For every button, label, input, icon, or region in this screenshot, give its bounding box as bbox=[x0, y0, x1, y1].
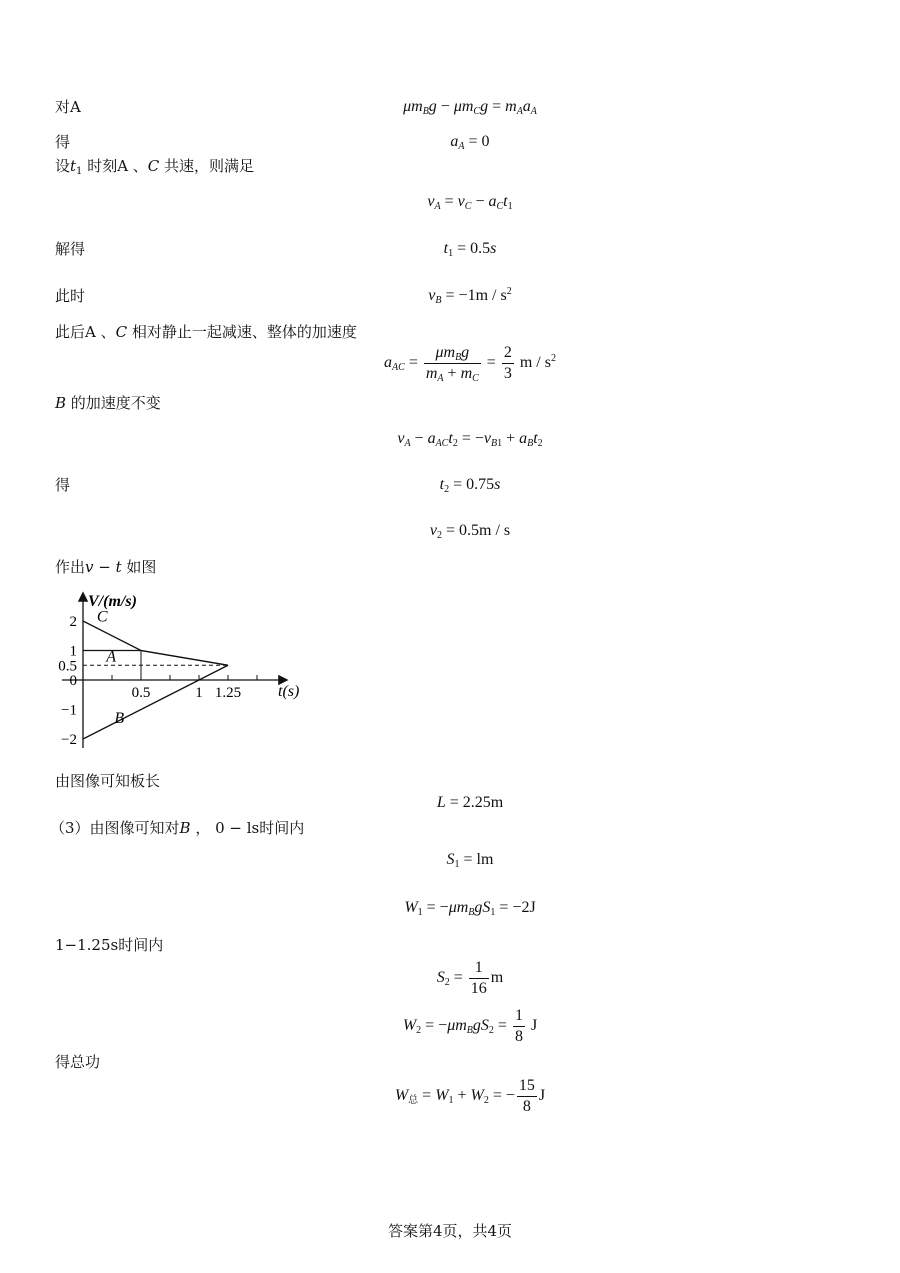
label-zonggong: 得总功 bbox=[55, 1053, 101, 1071]
equation-5: $v_B = -1m / s^2$ bbox=[428, 286, 512, 306]
chart-x-tick-label: 1.25 bbox=[214, 685, 242, 701]
chart-y-tick-label: −1 bbox=[61, 702, 77, 719]
chart-y-tick-label: 2 bbox=[69, 614, 77, 630]
label-de-2: 得 bbox=[55, 476, 71, 494]
equation-11: $S_1$ = lm bbox=[446, 851, 494, 870]
label-cihou: 此后A 、C 相对静止一起减速、整体的加速度 bbox=[55, 323, 357, 341]
chart-y-tick-label: 1 bbox=[69, 643, 77, 660]
chart-ylabel: V/(m/s) bbox=[88, 593, 137, 610]
chart-series-a-label: A bbox=[106, 648, 116, 666]
label-shesike: 设$t_1$ 时刻A 、C 共速，则满足 bbox=[55, 157, 255, 177]
equation-10: L = 2.25m bbox=[436, 794, 504, 811]
chart-x-tick-label: 1 bbox=[195, 685, 203, 701]
equation-9: $v_2 = 0.5m / s$ bbox=[429, 522, 511, 541]
equation-4: $t_1 = 0.5s$ bbox=[443, 240, 497, 259]
label-jiede: 解得 bbox=[55, 240, 86, 258]
equation-1: $\mu m_Bg - \mu m_Cg = m_Aa_A$ bbox=[403, 98, 537, 117]
label-banchang: 由图像可知板长 bbox=[55, 772, 161, 790]
label-b-acc: B 的加速度不变 bbox=[55, 394, 161, 412]
chart-y-tick-label: 0 bbox=[69, 673, 77, 689]
equation-12: $W_1 = -\mu m_BgS_1 = -2J$ bbox=[404, 899, 536, 918]
label-de-1: 得 bbox=[55, 133, 71, 151]
label-dui-a: 对A bbox=[55, 98, 81, 116]
vt-chart bbox=[50, 588, 315, 758]
label-part3: （3）由图像可知对B ， 0 − ls时间内 bbox=[50, 819, 305, 837]
equation-8: $t_2 = 0.75s$ bbox=[439, 476, 501, 495]
chart-series-c-line bbox=[83, 621, 228, 665]
equation-2: $a_A = 0$ bbox=[450, 133, 490, 152]
chart-y-tick-label: 0.5 bbox=[58, 658, 77, 675]
chart-series-a-line bbox=[83, 648, 228, 666]
chart-series-c-label: C bbox=[96, 608, 108, 626]
chart-series-b-label: B bbox=[114, 709, 125, 727]
label-interval2: 1−1.25s时间内 bbox=[55, 936, 164, 954]
label-zuochu: 作出v − t 如图 bbox=[55, 558, 157, 576]
equation-15: $W_总 = W_1 + W_2$ = − $\frac{15}{8}$ J bbox=[394, 1077, 546, 1115]
equation-14: $W_2 = -\mu m_BgS_2$ = $\frac{1}{8}$ J bbox=[402, 1007, 538, 1045]
chart-y-tick-label: −2 bbox=[61, 732, 77, 748]
chart-xlabel: t(s) bbox=[278, 683, 300, 700]
equation-3: $v_A = v_C - a_Ct_1$ bbox=[427, 193, 513, 212]
equation-6: $a_{AC}$ = $\frac{\mu m_Bg}{m_A + m_C}$ = $\frac{2}{3}$ m / $s^2$ bbox=[384, 344, 556, 384]
chart-series-b-line bbox=[83, 665, 228, 739]
chart-x-tick-label: 0.5 bbox=[131, 685, 151, 701]
equation-7: $v_A - a_{AC}t_2 = -v_{B1} + a_Bt_2$ bbox=[397, 430, 543, 449]
page-footer: 答案第4页，共4页 bbox=[387, 1222, 513, 1240]
label-cishi: 此时 bbox=[55, 287, 86, 305]
equation-13: $S_2$ = $\frac{1}{16}$ m bbox=[436, 959, 504, 997]
